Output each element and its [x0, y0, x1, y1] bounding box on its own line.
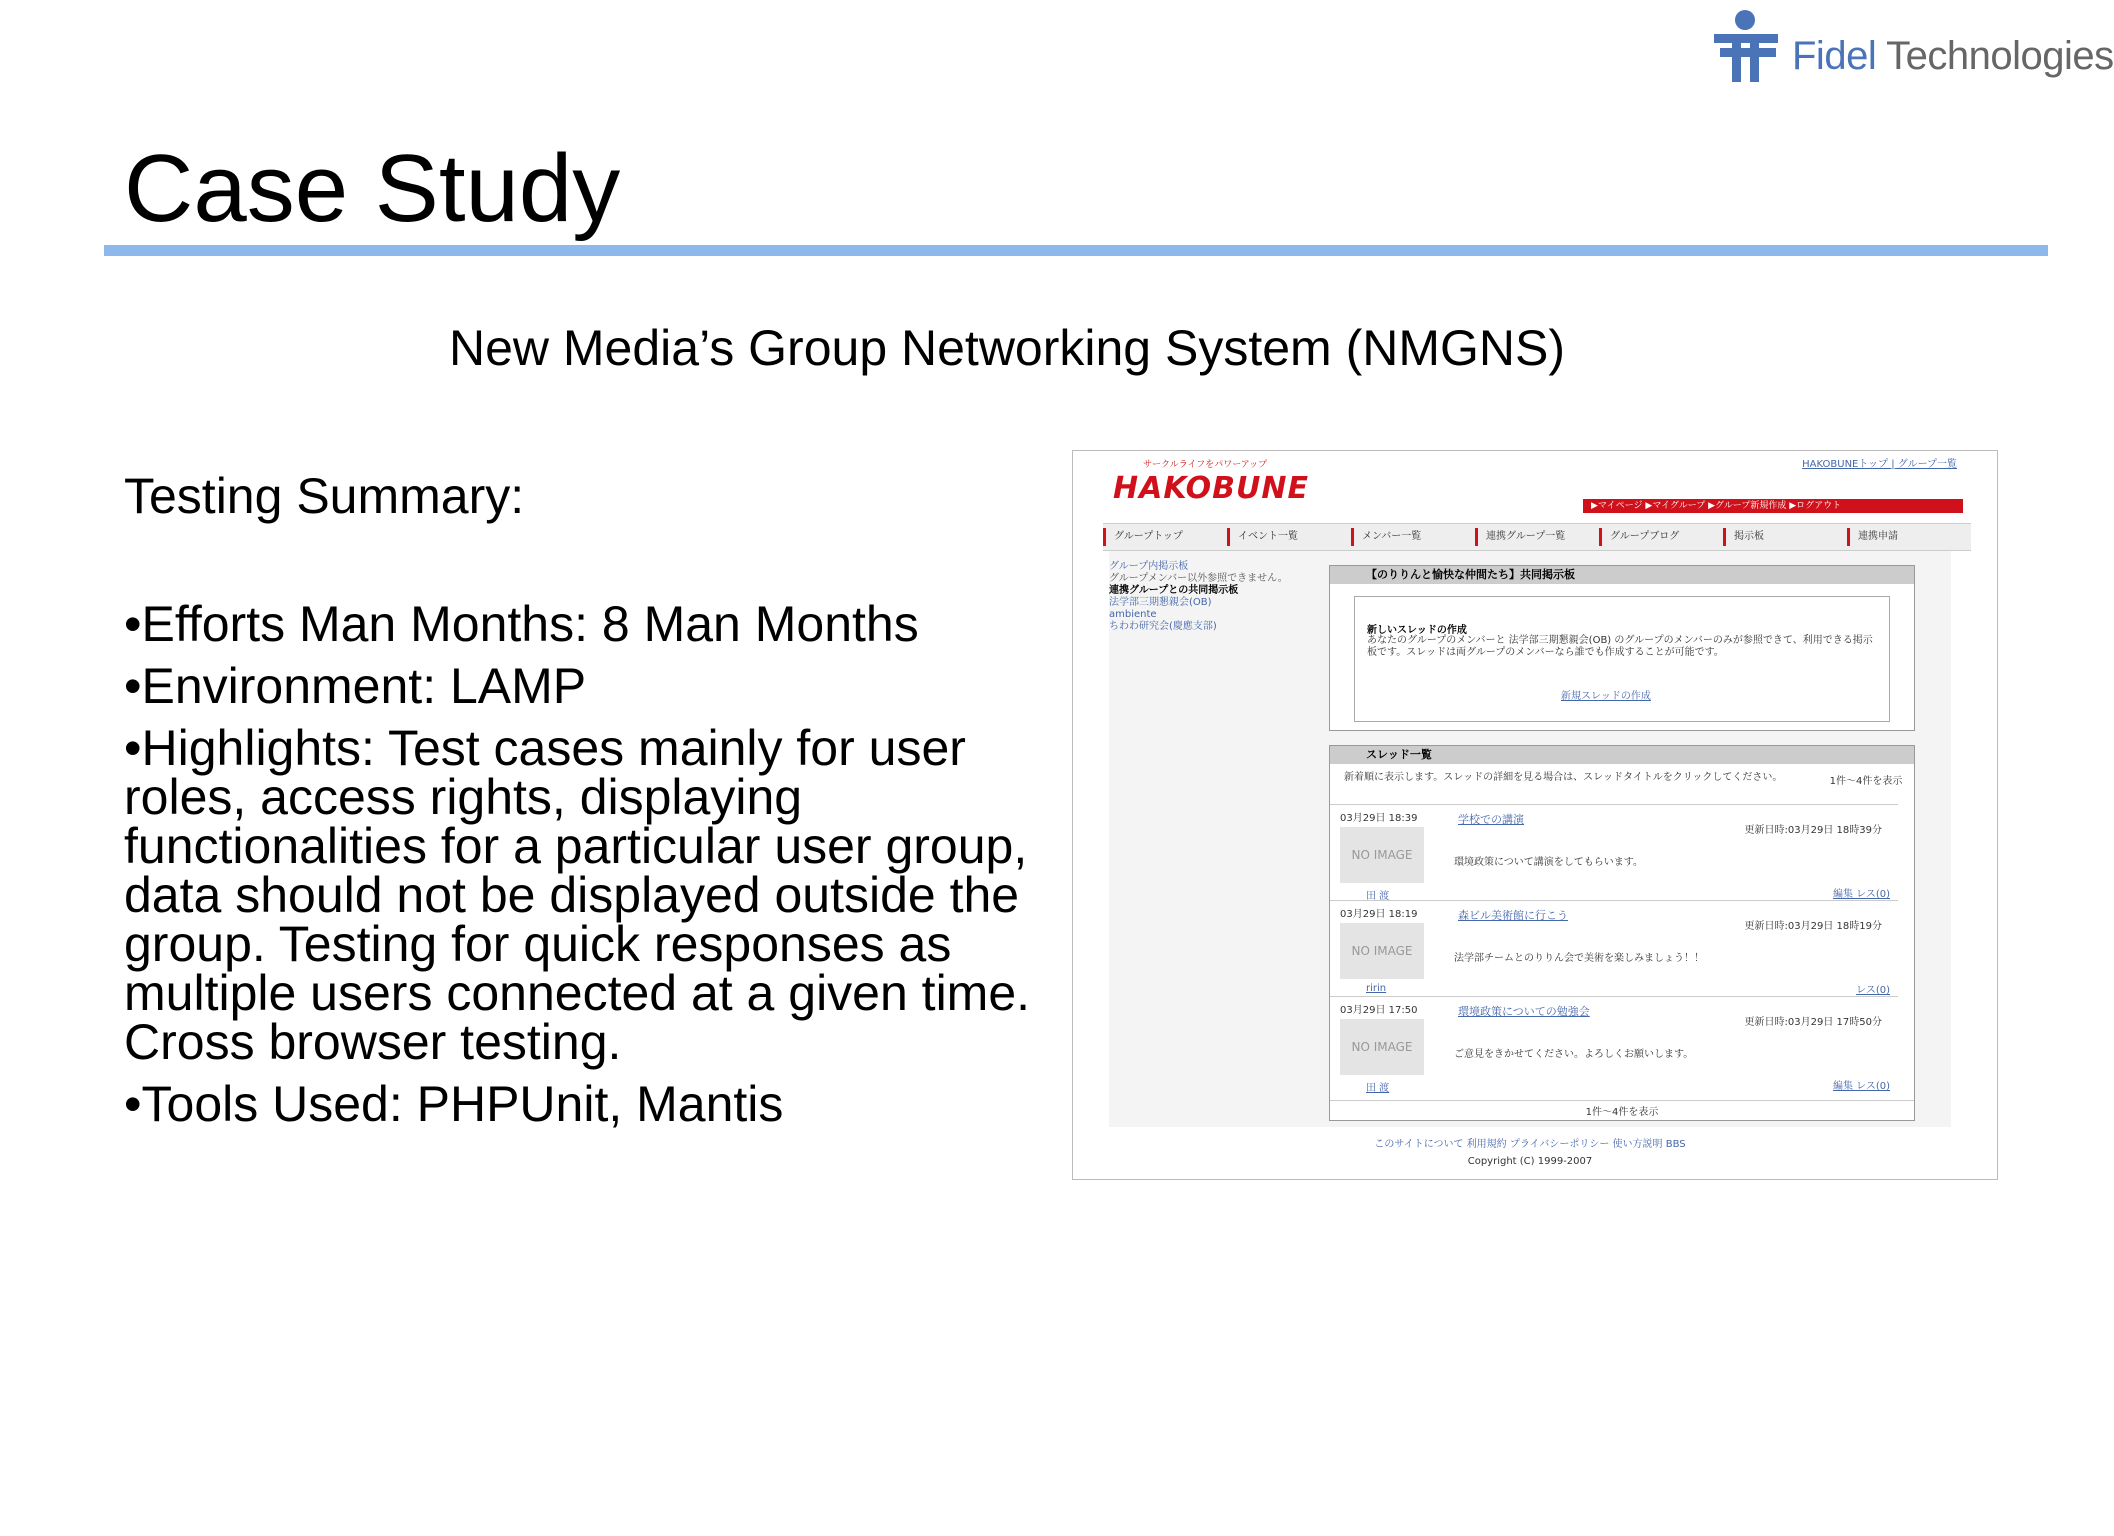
nav-events[interactable]: イベント一覧 [1227, 528, 1351, 546]
hakobune-user-menu[interactable] [1583, 499, 1963, 513]
footer-links[interactable]: このサイトについて 利用規約 プライバシーポリシー 使い方説明 BBS [1374, 1139, 1686, 1150]
subtitle-text: New Media’s Group Networking System (NMGNS) [448, 320, 1566, 376]
fidel-person-icon [1712, 6, 1788, 86]
company-name-part1: Fidel [1792, 34, 1877, 78]
thread-body: 環境政策について講演をしてもらいます。 [1454, 857, 1643, 868]
side-note: グループメンバー以外参照できません。 [1109, 573, 1288, 584]
testing-summary-heading: Testing Summary: [124, 468, 525, 524]
new-thread-link[interactable]: 新規スレッドの作成 [1561, 691, 1651, 702]
user-menu-text[interactable]: ▶マイページ ▶マイグループ ▶グループ新規作成 ▶ログアウト [1591, 501, 1842, 511]
bullet-tools: •Tools Used: PHPUnit, Mantis [124, 1076, 784, 1132]
thread-list-note: 新着順に表示します。スレッドの詳細を見る場合は、スレッドタイトルをクリックしてください。 [1344, 772, 1783, 783]
thread-list-count: 1件〜4件を表示 [1829, 776, 1903, 787]
thread-title[interactable]: 環境政策についての勉強会 [1458, 1005, 1590, 1018]
bullet-environment: •Environment: LAMP [124, 658, 587, 714]
hakobune-top-links[interactable]: HAKOBUNEトップ | グループ一覧 [1802, 459, 1957, 470]
hakobune-screenshot [1072, 450, 1998, 1180]
nav-board[interactable]: 掲示板 [1723, 528, 1847, 546]
nav-linked-groups[interactable]: 連携グループ一覧 [1475, 528, 1599, 546]
board-title: 【のりりんと愉快な仲間たち】共同掲示板 [1330, 566, 1914, 584]
nav-group-blog[interactable]: グループブログ [1599, 528, 1723, 546]
thread-date: 03月29日 18:39 [1340, 813, 1418, 824]
company-name-part2: Technologies [1886, 34, 2114, 78]
new-thread-heading: 新しいスレッドの作成 [1367, 625, 1467, 636]
thread-updated: 更新日時:03月29日 18時39分 [1744, 825, 1882, 836]
new-thread-text: あなたのグループのメンバーと 法学部三期懇親会(OB) のグループのメンバーのみが参照できて、利用できる掲示板です。スレッドは両グループのメンバーなら誰でも作成することが可能です。 [1367, 635, 1873, 658]
thread-no-image: NO IMAGE [1340, 827, 1424, 883]
hakobune-tagline: サークルライフをパワーアップ [1143, 460, 1268, 470]
thread-list-title: スレッド一覧 [1330, 746, 1914, 764]
new-thread-panel [1354, 596, 1890, 722]
hakobune-sidebar [1109, 561, 1309, 633]
nav-link-request[interactable]: 連携申請 [1847, 528, 1971, 546]
title-divider [104, 245, 2048, 256]
summary-bullet-list [124, 596, 1034, 1142]
thread-list-footer: 1件〜4件を表示 [1330, 1100, 1914, 1118]
bullet-effort: •Efforts Man Months: 8 Man Months [124, 596, 919, 652]
thread-row [1330, 804, 1898, 901]
thread-actions[interactable]: 編集 レス(0) [1832, 1081, 1890, 1092]
hakobune-logo: HAKOBUNE [1113, 471, 1309, 506]
slide-title: Case Study [124, 135, 621, 242]
side-shared-board-heading: 連携グループとの共同掲示板 [1109, 585, 1239, 596]
hakobune-footer [1109, 1127, 1951, 1179]
thread-row [1330, 900, 1898, 997]
company-logo [1712, 6, 2114, 96]
thread-no-image: NO IMAGE [1340, 923, 1424, 979]
thread-actions[interactable]: 編集 レス(0) [1832, 889, 1890, 900]
footer-copyright: Copyright (C) 1999-2007 [1467, 1156, 1593, 1167]
thread-user[interactable]: 田 渡 [1366, 1083, 1390, 1094]
nav-group-top[interactable]: グループトップ [1103, 528, 1227, 546]
thread-body: ご意見をきかせてください。よろしくお願いします。 [1454, 1049, 1694, 1060]
side-link-chiwawa[interactable]: ちわわ研究会(慶應支部) [1109, 621, 1217, 632]
company-name [1792, 34, 2114, 79]
thread-body: 法学部チームとのりりん会で美術を楽しみましょう！！ [1454, 953, 1704, 964]
thread-user[interactable]: 田 渡 [1366, 891, 1390, 902]
thread-list-box [1329, 745, 1915, 1121]
nav-members[interactable]: メンバー一覧 [1351, 528, 1475, 546]
side-link-law-ob[interactable]: 法学部三期懇親会(OB) [1109, 597, 1212, 608]
thread-date: 03月29日 17:50 [1340, 1005, 1418, 1016]
thread-title[interactable]: 森ビル美術館に行こう [1458, 909, 1568, 922]
thread-updated: 更新日時:03月29日 17時50分 [1744, 1017, 1882, 1028]
hakobune-nav [1103, 523, 1971, 551]
slide-subtitle [0, 318, 2048, 378]
thread-actions[interactable]: レス(0) [1856, 985, 1890, 996]
thread-user[interactable]: ririn [1366, 983, 1387, 994]
side-link-ambiente[interactable]: ambiente [1109, 609, 1157, 620]
thread-title[interactable]: 学校での講演 [1458, 813, 1524, 826]
thread-date: 03月29日 18:19 [1340, 909, 1418, 920]
thread-row [1330, 996, 1898, 1093]
board-box [1329, 565, 1915, 731]
bullet-highlights: •Highlights: Test cases mainly for user roles, access rights, displaying functionalities for a particular user group, data should not be displayed outside the group. Testing for quick responses as multiple users connected at a given time. Cross browser testing. [124, 720, 1031, 1070]
thread-no-image: NO IMAGE [1340, 1019, 1424, 1075]
thread-updated: 更新日時:03月29日 18時19分 [1744, 921, 1882, 932]
side-internal-board[interactable]: グループ内掲示板 [1109, 561, 1189, 572]
